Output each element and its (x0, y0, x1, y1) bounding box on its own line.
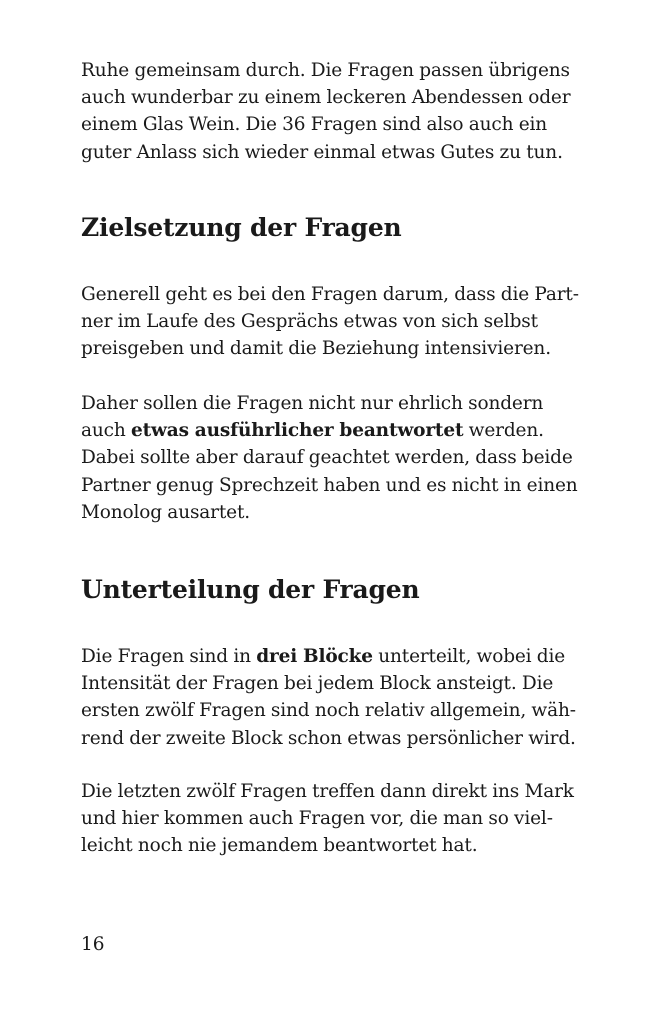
text-segment: werden. (463, 420, 544, 442)
text-line: ner im Laufe des Gesprächs etwas von sich selbst (81, 311, 538, 333)
text-line: guter Anlass sich wieder einmal etwas Gutes zu tun. (81, 141, 563, 163)
text-line: ersten zwölf Fragen sind noch relativ allgemein, wäh- (81, 700, 576, 722)
page-number: 16 (81, 934, 105, 955)
heading-division: Unterteilung der Fragen (81, 575, 420, 604)
text-line: auch wunderbar zu einem leckeren Abendessen oder (81, 87, 571, 109)
text-line: leicht noch nie jemandem beantwortet hat. (81, 835, 478, 857)
division-paragraph-2 (81, 778, 574, 860)
text-line: Monolog ausartet. (81, 501, 250, 523)
text-segment: auch (81, 420, 131, 442)
text-line: Daher sollen die Fragen nicht nur ehrlich sondern (81, 393, 544, 414)
text-line: und hier kommen auch Fragen vor, die man so viel- (81, 808, 553, 830)
text-line: preisgeben und damit die Beziehung intensivieren. (81, 338, 551, 360)
text-line (81, 417, 578, 444)
text-segment: Die Fragen sind in (81, 646, 257, 667)
division-paragraph-1 (81, 643, 576, 752)
intro-paragraph (81, 57, 570, 166)
text-line: Partner genug Sprechzeit haben und es nicht in einen (81, 474, 578, 496)
bold-emphasis: drei Blöcke (256, 646, 373, 667)
text-line: Generell geht es bei den Fragen darum, dass die Part- (81, 284, 579, 305)
text-segment: unterteilt, wobei die (372, 646, 566, 667)
text-line: Die letzten zwölf Fragen treffen dann direkt ins Mark (81, 781, 574, 802)
text-line: Intensität der Fragen bei jedem Block ansteigt. Die (81, 673, 554, 695)
bold-emphasis: etwas ausführlicher beantwortet (130, 420, 464, 442)
text-line (81, 643, 576, 670)
text-line: Ruhe gemeinsam durch. Die Fragen passen übrigens (81, 60, 570, 81)
goal-paragraph-2 (81, 390, 578, 526)
heading-goal: Zielsetzung der Fragen (81, 213, 402, 242)
goal-paragraph-1 (81, 281, 579, 363)
text-line: Dabei sollte aber darauf geachtet werden, dass beide (81, 447, 573, 469)
text-line: rend der zweite Block schon etwas persönlicher wird. (81, 727, 576, 749)
text-line: einem Glas Wein. Die 36 Fragen sind also auch ein (81, 114, 548, 136)
